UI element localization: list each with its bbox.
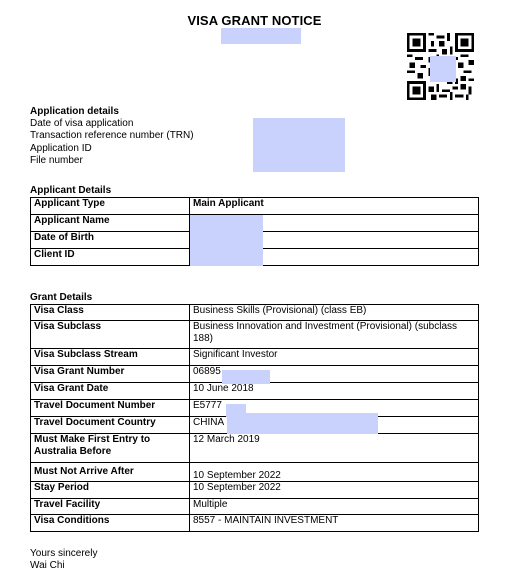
visa-conditions-label: Visa Conditions bbox=[31, 515, 190, 532]
redacted-block-grant-number bbox=[222, 370, 270, 384]
travel-facility-value: Multiple bbox=[190, 499, 479, 515]
signatory-name: Wai Chi bbox=[30, 559, 65, 571]
applicant-type-label: Applicant Type bbox=[31, 198, 190, 215]
visa-conditions-value: 8557 - MAINTAIN INVESTMENT bbox=[190, 515, 479, 532]
application-detail-line: Application ID bbox=[30, 142, 92, 154]
travel-facility-label: Travel Facility bbox=[31, 499, 190, 515]
application-detail-line: File number bbox=[30, 154, 83, 166]
application-detail-line: Date of visa application bbox=[30, 118, 134, 130]
travel-document-country-label: Travel Document Country bbox=[31, 417, 190, 434]
redacted-block-title bbox=[221, 28, 301, 44]
notice-title: VISA GRANT NOTICE bbox=[187, 13, 322, 28]
application-details-heading: Application details bbox=[30, 106, 119, 117]
visa-class-value: Business Skills (Provisional) (class EB) bbox=[190, 305, 479, 321]
stay-period-label: Stay Period bbox=[31, 482, 190, 499]
table-row bbox=[31, 198, 479, 215]
first-entry-value: 12 March 2019 bbox=[190, 434, 479, 463]
table-row bbox=[31, 305, 479, 321]
applicant-type-value: Main Applicant bbox=[190, 198, 479, 215]
application-detail-line: Transaction reference number (TRN) bbox=[30, 130, 194, 142]
signoff bbox=[30, 548, 97, 571]
visa-class-label: Visa Class bbox=[31, 305, 190, 321]
redacted-block-document-country bbox=[227, 413, 378, 434]
redacted-block-qr bbox=[430, 56, 456, 82]
applicant-name-label: Applicant Name bbox=[31, 215, 190, 232]
table-row bbox=[31, 463, 479, 482]
table-row bbox=[31, 383, 479, 400]
redacted-block-application bbox=[253, 118, 345, 172]
visa-grant-date-label: Visa Grant Date bbox=[31, 383, 190, 400]
table-row bbox=[31, 434, 479, 463]
closing-text: Yours sincerely bbox=[30, 548, 98, 559]
table-row bbox=[31, 321, 479, 349]
travel-document-country-value: CHINA bbox=[190, 417, 479, 434]
application-details-section bbox=[30, 106, 194, 167]
visa-subclass-label: Visa Subclass bbox=[31, 321, 190, 349]
travel-document-number-value: E5777 bbox=[190, 400, 479, 417]
travel-document-number-label: Travel Document Number bbox=[31, 400, 190, 417]
table-row bbox=[31, 482, 479, 499]
visa-grant-date-value: 10 June 2018 bbox=[190, 383, 479, 400]
must-not-arrive-after-label: Must Not Arrive After bbox=[31, 463, 190, 482]
visa-subclass-value: Business Innovation and Investment (Provisional) (subclass 188) bbox=[190, 321, 479, 349]
applicant-details-heading: Applicant Details bbox=[30, 185, 112, 196]
must-not-arrive-after-value: 10 September 2022 bbox=[190, 463, 479, 482]
visa-grant-number-value: 06895 bbox=[190, 366, 479, 383]
grant-details-heading: Grant Details bbox=[30, 292, 93, 303]
table-row bbox=[31, 349, 479, 366]
visa-subclass-stream-value: Significant Investor bbox=[190, 349, 479, 366]
visa-subclass-stream-label: Visa Subclass Stream bbox=[31, 349, 190, 366]
date-of-birth-label: Date of Birth bbox=[31, 232, 190, 249]
redacted-block-applicant bbox=[190, 215, 263, 266]
client-id-label: Client ID bbox=[31, 249, 190, 266]
stay-period-value: 10 September 2022 bbox=[190, 482, 479, 499]
table-row bbox=[31, 515, 479, 532]
first-entry-label: Must Make First Entry to Australia Before bbox=[31, 434, 190, 463]
table-row bbox=[31, 499, 479, 515]
visa-grant-number-label: Visa Grant Number bbox=[31, 366, 190, 383]
